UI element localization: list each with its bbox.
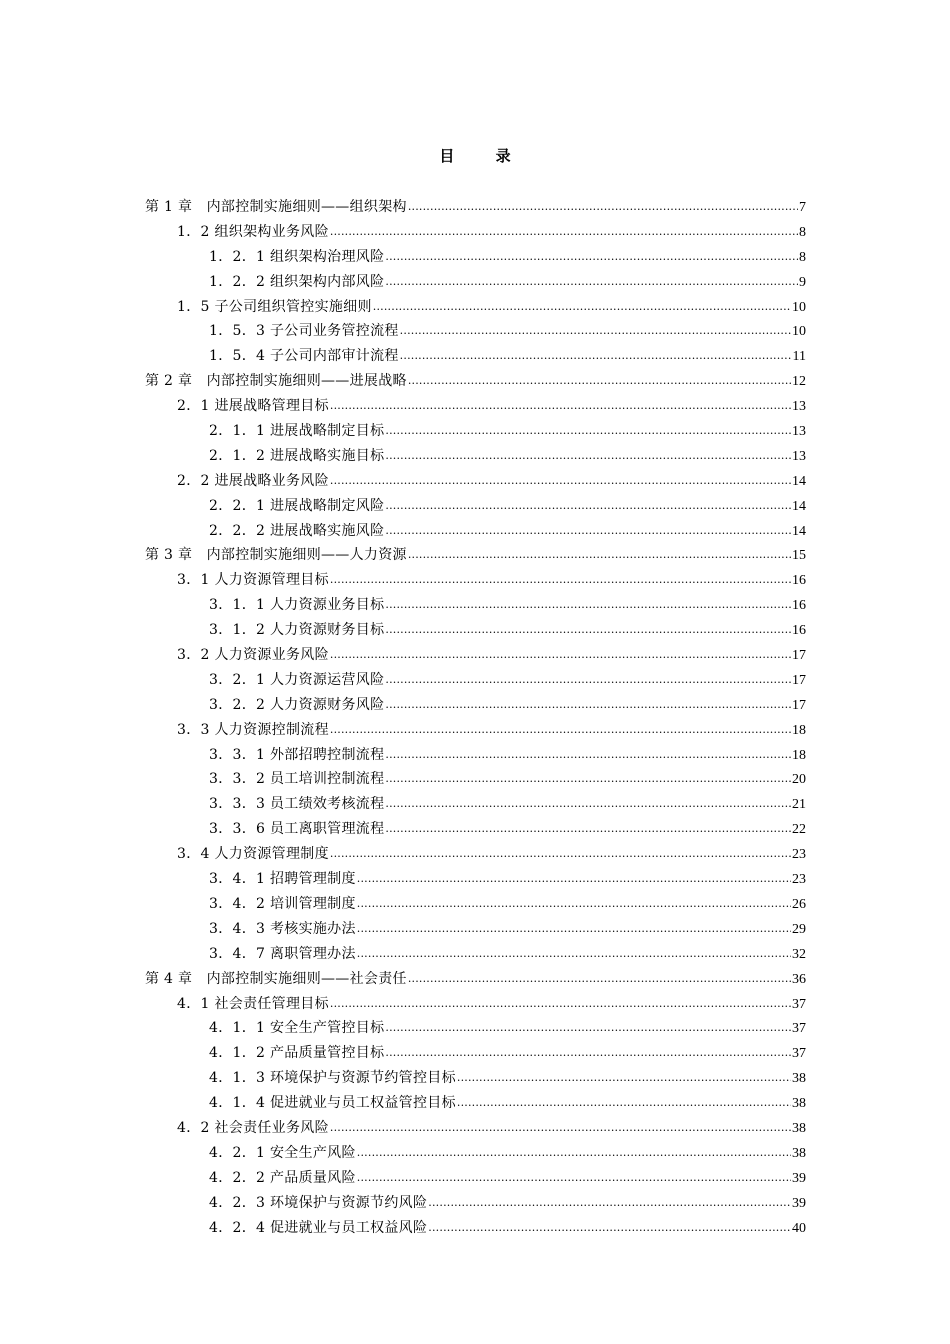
toc-entry-page-number: 40 [792, 1220, 806, 1236]
toc-entry-page-number: 38 [792, 1096, 806, 1112]
toc-entry[interactable] [145, 767, 806, 792]
toc-entry-label: 3．2．1 人力资源运营风险 [209, 671, 385, 688]
toc-entry[interactable] [145, 942, 806, 967]
toc-entry[interactable] [145, 220, 806, 245]
toc-entry-label: 4．1．1 安全生产管控目标 [209, 1020, 385, 1037]
toc-entry-page-number: 18 [792, 747, 806, 763]
toc-entry[interactable] [145, 494, 806, 519]
toc-entry-page-number: 16 [792, 623, 806, 639]
dot-leader [330, 1116, 791, 1141]
dot-leader [400, 319, 791, 344]
toc-entry-label: 1．2．1 组织架构治理风险 [209, 248, 385, 265]
toc-entry-page-number: 8 [799, 224, 806, 240]
toc-entry-page-number: 23 [792, 847, 806, 863]
dot-leader [330, 568, 791, 593]
toc-entry-label: 4．1．3 环境保护与资源节约管控目标 [209, 1070, 456, 1087]
toc-entry[interactable] [145, 568, 806, 593]
dot-leader [385, 444, 791, 469]
toc-entry-page-number: 32 [792, 946, 806, 962]
toc-entry-label: 3．2 人力资源业务风险 [177, 647, 329, 664]
toc-entry-label: 4．2．4 促进就业与员工权益风险 [209, 1219, 428, 1236]
dot-leader [330, 842, 791, 867]
toc-entry-page-number: 10 [792, 299, 806, 315]
dot-leader [408, 195, 798, 220]
dot-leader [385, 494, 791, 519]
dot-leader [428, 1216, 791, 1241]
toc-entry-label: 1．2．2 组织架构内部风险 [209, 273, 385, 290]
toc-entry[interactable] [145, 917, 806, 942]
toc-entry-label: 2．2．1 进展战略制定风险 [209, 497, 385, 514]
toc-entry-label: 2．2．2 进展战略实施风险 [209, 522, 385, 539]
dot-leader [330, 992, 791, 1017]
toc-entry-label: 2．1．1 进展战略制定目标 [209, 423, 385, 440]
dot-leader [385, 618, 791, 643]
dot-leader [330, 643, 791, 668]
dot-leader [357, 867, 791, 892]
dot-leader [385, 817, 791, 842]
toc-entry-page-number: 20 [792, 772, 806, 788]
toc-entry[interactable] [145, 519, 806, 544]
toc-entry[interactable] [145, 643, 806, 668]
toc-entry-label: 3．2．2 人力资源财务风险 [209, 696, 385, 713]
toc-entry-label: 3．1 人力资源管理目标 [177, 572, 329, 589]
toc-entry-page-number: 18 [792, 722, 806, 738]
toc-entry[interactable] [145, 419, 806, 444]
toc-entry-page-number: 29 [792, 921, 806, 937]
toc-entry-label: 3．4．1 招聘管理制度 [209, 871, 356, 888]
dot-leader [385, 270, 798, 295]
toc-entry-page-number: 14 [792, 498, 806, 514]
toc-entry[interactable] [145, 1041, 806, 1066]
toc-entry-label: 3．3．3 员工绩效考核流程 [209, 796, 385, 813]
toc-entry[interactable] [145, 618, 806, 643]
toc-entry[interactable] [145, 593, 806, 618]
toc-entry-page-number: 17 [792, 648, 806, 664]
toc-entry[interactable] [145, 344, 806, 369]
toc-entry-label: 4．1．4 促进就业与员工权益管控目标 [209, 1095, 456, 1112]
toc-entry-label: 3．4．2 培训管理制度 [209, 895, 356, 912]
toc-entry-page-number: 13 [792, 448, 806, 464]
toc-entry[interactable] [145, 817, 806, 842]
dot-leader [385, 1041, 791, 1066]
toc-entry[interactable] [145, 1066, 806, 1091]
toc-entry-label: 1．5 子公司组织管控实施细则 [177, 298, 372, 315]
toc-entry-page-number: 16 [792, 573, 806, 589]
toc-entry-page-number: 15 [792, 548, 806, 564]
toc-entry-label: 3．1．2 人力资源财务目标 [209, 622, 385, 639]
toc-entry[interactable] [145, 892, 806, 917]
dot-leader [330, 220, 798, 245]
toc-entry-label: 2．2 进展战略业务风险 [177, 472, 329, 489]
toc-entry[interactable] [145, 867, 806, 892]
toc-entry-page-number: 39 [792, 1170, 806, 1186]
toc-entry[interactable] [145, 444, 806, 469]
toc-entry-label: 3．3 人力资源控制流程 [177, 721, 329, 738]
toc-entry-page-number: 13 [792, 399, 806, 415]
toc-entry[interactable] [145, 967, 806, 992]
toc-entry-label: 第 1 章 内部控制实施细则——组织架构 [145, 199, 407, 215]
dot-leader [385, 693, 791, 718]
toc-entry-label: 2．1 进展战略管理目标 [177, 398, 329, 415]
toc-entry-label: 3．1．1 人力资源业务目标 [209, 597, 385, 614]
toc-entry-label: 4．1 社会责任管理目标 [177, 995, 329, 1012]
toc-entry-label: 第 4 章 内部控制实施细则——社会责任 [145, 970, 407, 987]
toc-entry[interactable] [145, 792, 806, 817]
toc-entry-page-number: 23 [792, 872, 806, 888]
toc-entry-page-number: 21 [792, 797, 806, 813]
toc-entry-label: 3．3．1 外部招聘控制流程 [209, 746, 385, 763]
toc-entry[interactable] [145, 195, 806, 220]
toc-entry-page-number: 37 [792, 1046, 806, 1062]
toc-entry-label: 3．4 人力资源管理制度 [177, 846, 329, 863]
toc-entry-page-number: 39 [792, 1195, 806, 1211]
toc-entry-label: 1．5．3 子公司业务管控流程 [209, 323, 399, 340]
dot-leader [428, 1191, 791, 1216]
toc-entry[interactable] [145, 842, 806, 867]
dot-leader [408, 967, 791, 992]
toc-entry-label: 第 3 章 内部控制实施细则——人力资源 [145, 547, 407, 564]
toc-entry[interactable] [145, 270, 806, 295]
toc-entry-label: 3．4．7 离职管理办法 [209, 945, 356, 962]
toc-entry-page-number: 7 [799, 200, 806, 215]
toc-entry-page-number: 38 [792, 1071, 806, 1087]
dot-leader [385, 245, 798, 270]
toc-entry-page-number: 37 [792, 1021, 806, 1037]
dot-leader [408, 543, 791, 568]
toc-entry[interactable] [145, 245, 806, 270]
dot-leader [457, 1066, 791, 1091]
toc-title: 目 录 [439, 147, 529, 165]
toc-entry[interactable] [145, 1166, 806, 1191]
toc-entry[interactable] [145, 668, 806, 693]
dot-leader [385, 668, 791, 693]
dot-leader [357, 942, 791, 967]
dot-leader [385, 593, 791, 618]
toc-entry[interactable] [145, 394, 806, 419]
toc-entry[interactable] [145, 693, 806, 718]
dot-leader [373, 295, 791, 320]
dot-leader [330, 394, 791, 419]
toc-entry[interactable] [145, 992, 806, 1017]
dot-leader [385, 743, 791, 768]
toc-entry[interactable] [145, 319, 806, 344]
toc-entry[interactable] [145, 369, 806, 394]
toc-entry-page-number: 16 [792, 598, 806, 614]
toc-entry-label: 2．1．2 进展战略实施目标 [209, 447, 385, 464]
dot-leader [357, 1141, 791, 1166]
toc-entry-page-number: 12 [792, 374, 806, 390]
dot-leader [357, 892, 791, 917]
toc-entry-label: 1．5．4 子公司内部审计流程 [209, 348, 399, 365]
dot-leader [385, 767, 791, 792]
dot-leader [357, 917, 791, 942]
dot-leader [385, 1016, 791, 1041]
toc-entry-page-number: 22 [792, 822, 806, 838]
toc-entry-label: 3．3．6 员工离职管理流程 [209, 821, 385, 838]
dot-leader [385, 519, 791, 544]
toc-entry-label: 1．2 组织架构业务风险 [177, 223, 329, 240]
toc-entry-page-number: 17 [792, 672, 806, 688]
toc-entry-label: 3．4．3 考核实施办法 [209, 920, 356, 937]
toc-entry-page-number: 10 [792, 324, 806, 340]
dot-leader [330, 469, 791, 494]
toc-entry-page-number: 11 [792, 349, 806, 365]
dot-leader [408, 369, 791, 394]
toc-entry-page-number: 38 [792, 1120, 806, 1136]
toc-entry-page-number: 13 [792, 424, 806, 440]
toc-list [145, 195, 806, 1240]
toc-entry[interactable] [145, 1216, 806, 1241]
toc-entry-label: 4．2 社会责任业务风险 [177, 1119, 329, 1136]
toc-entry-label: 3．3．2 员工培训控制流程 [209, 771, 385, 788]
dot-leader [385, 419, 791, 444]
toc-entry[interactable] [145, 1091, 806, 1116]
toc-entry-label: 4．2．3 环境保护与资源节约风险 [209, 1194, 428, 1211]
toc-entry-label: 4．1．2 产品质量管控目标 [209, 1045, 385, 1062]
toc-entry-page-number: 26 [792, 896, 806, 912]
toc-entry[interactable] [145, 295, 806, 320]
toc-entry-label: 4．2．1 安全生产风险 [209, 1144, 356, 1161]
dot-leader [385, 792, 791, 817]
toc-entry-page-number: 14 [792, 523, 806, 539]
toc-entry[interactable] [145, 469, 806, 494]
toc-entry-page-number: 36 [792, 971, 806, 987]
toc-entry-page-number: 8 [799, 249, 806, 265]
toc-entry-label: 第 2 章 内部控制实施细则——进展战略 [145, 373, 407, 390]
toc-entry-page-number: 9 [799, 274, 806, 290]
toc-entry-page-number: 14 [792, 473, 806, 489]
dot-leader [330, 718, 791, 743]
toc-entry[interactable] [145, 1141, 806, 1166]
dot-leader [457, 1091, 791, 1116]
toc-entry[interactable] [145, 1016, 806, 1041]
dot-leader [400, 344, 792, 369]
toc-entry-page-number: 17 [792, 697, 806, 713]
toc-entry-page-number: 38 [792, 1145, 806, 1161]
dot-leader [357, 1166, 791, 1191]
toc-entry[interactable] [145, 543, 806, 568]
toc-entry[interactable] [145, 718, 806, 743]
toc-entry[interactable] [145, 743, 806, 768]
toc-entry[interactable] [145, 1116, 806, 1141]
toc-entry-page-number: 37 [792, 996, 806, 1012]
toc-entry-label: 4．2．2 产品质量风险 [209, 1169, 356, 1186]
toc-entry[interactable] [145, 1191, 806, 1216]
